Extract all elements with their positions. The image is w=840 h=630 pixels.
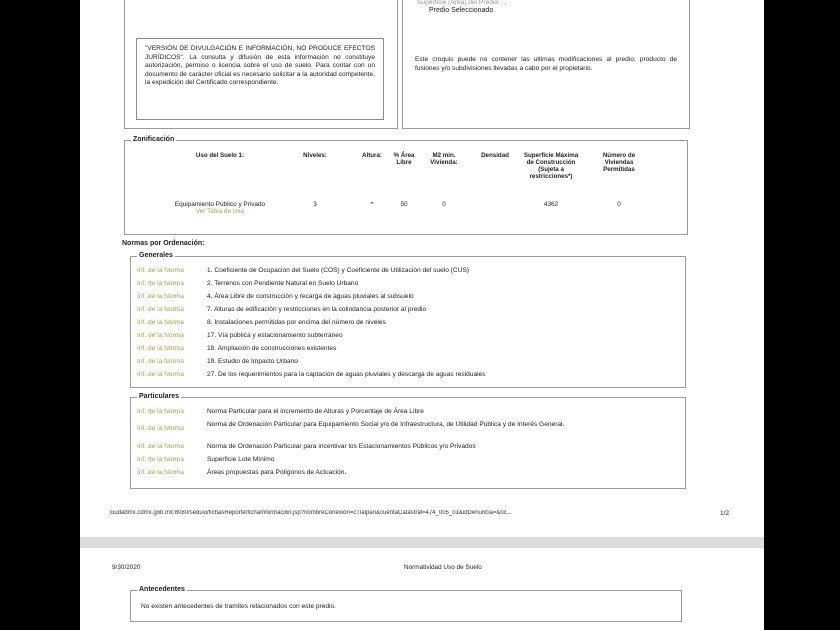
cell-altura: ^: [370, 201, 374, 208]
norma-info-link[interactable]: Inf. de la Norma: [137, 358, 184, 365]
list-item: [137, 280, 677, 288]
antecedentes-section: [130, 586, 682, 622]
norma-info-link[interactable]: Inf. de la Norma: [137, 469, 184, 476]
zonificacion-title: Zonificación: [133, 136, 175, 143]
norma-info-link[interactable]: Inf. de la Norma: [137, 425, 184, 432]
header-densidad: Densidad: [481, 152, 509, 159]
norma-info-link[interactable]: Inf. de la Norma: [137, 293, 184, 300]
list-item: [137, 345, 677, 353]
norma-text: 1. Coeficiente de Ocupación del Suelo (COS) y Coeficiente de Utilización del suelo (CUS): [207, 267, 470, 274]
norma-text: 17. Vía pública y estacionamiento subterráneo: [207, 332, 343, 339]
list-item: [137, 443, 677, 451]
list-item: [137, 319, 677, 327]
page-title: Normatividad Uso de Suelo: [404, 564, 482, 571]
footer-url: ciudadmx.cdmx.gob.mx:8080/seduvi/fichasReporte/fichaInformacion.jsp?nombreConexion=cTlalpan&cuentaCatastral=474_005_01&idDenuncia=&oc...: [110, 510, 512, 516]
norma-info-link[interactable]: Inf. de la Norma: [137, 267, 184, 274]
norma-text: 19. Estudio de Impacto Urbano: [207, 358, 298, 365]
norma-text: Norma de Ordenación Particular para Equipamiento Social y/o de Infraestructura, de Utilidad Pública y de Interés General.: [207, 421, 565, 428]
list-item: [137, 358, 677, 366]
generales-section: [130, 252, 686, 388]
superficie-header: Superficie (Area) del Predio: ...: [417, 0, 508, 6]
norma-info-link[interactable]: Inf. de la Norma: [137, 319, 184, 326]
norma-text: Norma de Ordenación Particular para incentivar los Estacionamientos Públicos y/o Privados: [207, 443, 476, 450]
antecedentes-message: No existen antecedentes de tramites relacionados con este predio.: [141, 603, 336, 610]
normas-heading: Normas por Ordenación:: [122, 240, 205, 247]
norma-text: 8. Instalaciones permitidas por encima del número de niveles: [207, 319, 386, 326]
norma-info-link[interactable]: Inf. de la Norma: [137, 345, 184, 352]
norma-text: 4. Área Libre de construcción y recarga de aguas pluviales al subsuelo: [207, 293, 414, 300]
ver-tabla-link[interactable]: Ver Tabla de Uso: [195, 208, 245, 215]
disclaimer-box: "VERSIÓN DE DIVULGACIÓN E INFORMACIÓN, NO PRODUCE EFECTOS JURÍDICOS". La consulta y difusión de esta información no constituye autorización, permiso o licencia sobre el uso de suelo. Para contar con un documento de carácter oficial es necesario solicitar a la autoridad competente, la expedición del Certificado correspondiente.: [136, 38, 384, 120]
predio-label: Predio Seleccionado: [429, 7, 494, 14]
generales-title: Generales: [139, 252, 173, 259]
cell-m2-vivienda: 0: [442, 201, 446, 208]
header-m2-vivienda: M2 min. Vivienda:: [430, 152, 458, 166]
norma-info-link[interactable]: Inf. de la Norma: [137, 280, 184, 287]
cell-num-viviendas: 0: [617, 201, 621, 208]
list-item: [137, 371, 677, 379]
cell-area-libre: 50: [400, 201, 408, 208]
norma-text: Superficie Lote Mínimo: [207, 456, 275, 463]
list-item: [137, 306, 677, 314]
list-item: [137, 469, 677, 477]
header-niveles: Niveles:: [303, 152, 327, 159]
particulares-title: Particulares: [139, 393, 180, 400]
norma-info-link[interactable]: Inf. de la Norma: [137, 408, 184, 415]
list-item: [137, 408, 677, 416]
norma-info-link[interactable]: Inf. de la Norma: [137, 443, 184, 450]
predio-info-panel: [402, 0, 690, 129]
norma-text: Áreas propuestas para Polígonos de Actuación.: [207, 469, 347, 476]
header-superficie: Superficie Máxima de Construcción (Sujeta a restricciones*): [523, 152, 579, 180]
cell-uso: [165, 201, 275, 215]
norma-info-link[interactable]: Inf. de la Norma: [137, 371, 184, 378]
zonificacion-section: [124, 136, 688, 235]
print-date: 9/30/2020: [112, 564, 141, 571]
document-page-2: [80, 548, 764, 630]
uso-value: Equipamiento Público y Privado: [174, 201, 266, 208]
norma-text: 2. Terrenos con Pendiente Natural en Suelo Urbano: [207, 280, 359, 287]
cell-superficie: 4362: [543, 201, 559, 208]
croquis-note: Este croquis puede no contener las ultimas modificaciones al predio, producto de fusiones y/o subdivisiones llevadas a cabo por el propietario.: [415, 56, 677, 72]
list-item: [137, 456, 677, 464]
header-uso: Uso del Suelo 1:: [195, 152, 245, 159]
page-number: 1/2: [720, 510, 729, 517]
list-item: [137, 267, 677, 275]
document-page-1: [80, 0, 764, 537]
page-separator: [80, 537, 764, 548]
list-item: [137, 293, 677, 301]
header-altura: Altura:: [362, 152, 382, 159]
norma-text: 7. Alturas de edificación y restricciones en la colindancia posterior al predio: [207, 306, 427, 313]
particulares-section: [130, 393, 686, 489]
list-item: [137, 421, 677, 433]
antecedentes-title: Antecedentes: [139, 586, 185, 593]
header-area-libre: % Área Libre: [393, 152, 415, 166]
norma-text: Norma Particular para el incremento de Alturas y Porcentaje de Área Libre: [207, 408, 424, 415]
header-num-viviendas: Número de Viviendas Permitidas: [602, 152, 636, 173]
norma-info-link[interactable]: Inf. de la Norma: [137, 332, 184, 339]
cell-niveles: 3: [313, 201, 317, 208]
norma-text: 18. Ampliación de construcciones existentes: [207, 345, 337, 352]
norma-info-link[interactable]: Inf. de la Norma: [137, 306, 184, 313]
norma-info-link[interactable]: Inf. de la Norma: [137, 456, 184, 463]
norma-text: 27. De los requerimientos para la captación de aguas pluviales y descarga de aguas residuales: [207, 371, 486, 378]
list-item: [137, 332, 677, 340]
